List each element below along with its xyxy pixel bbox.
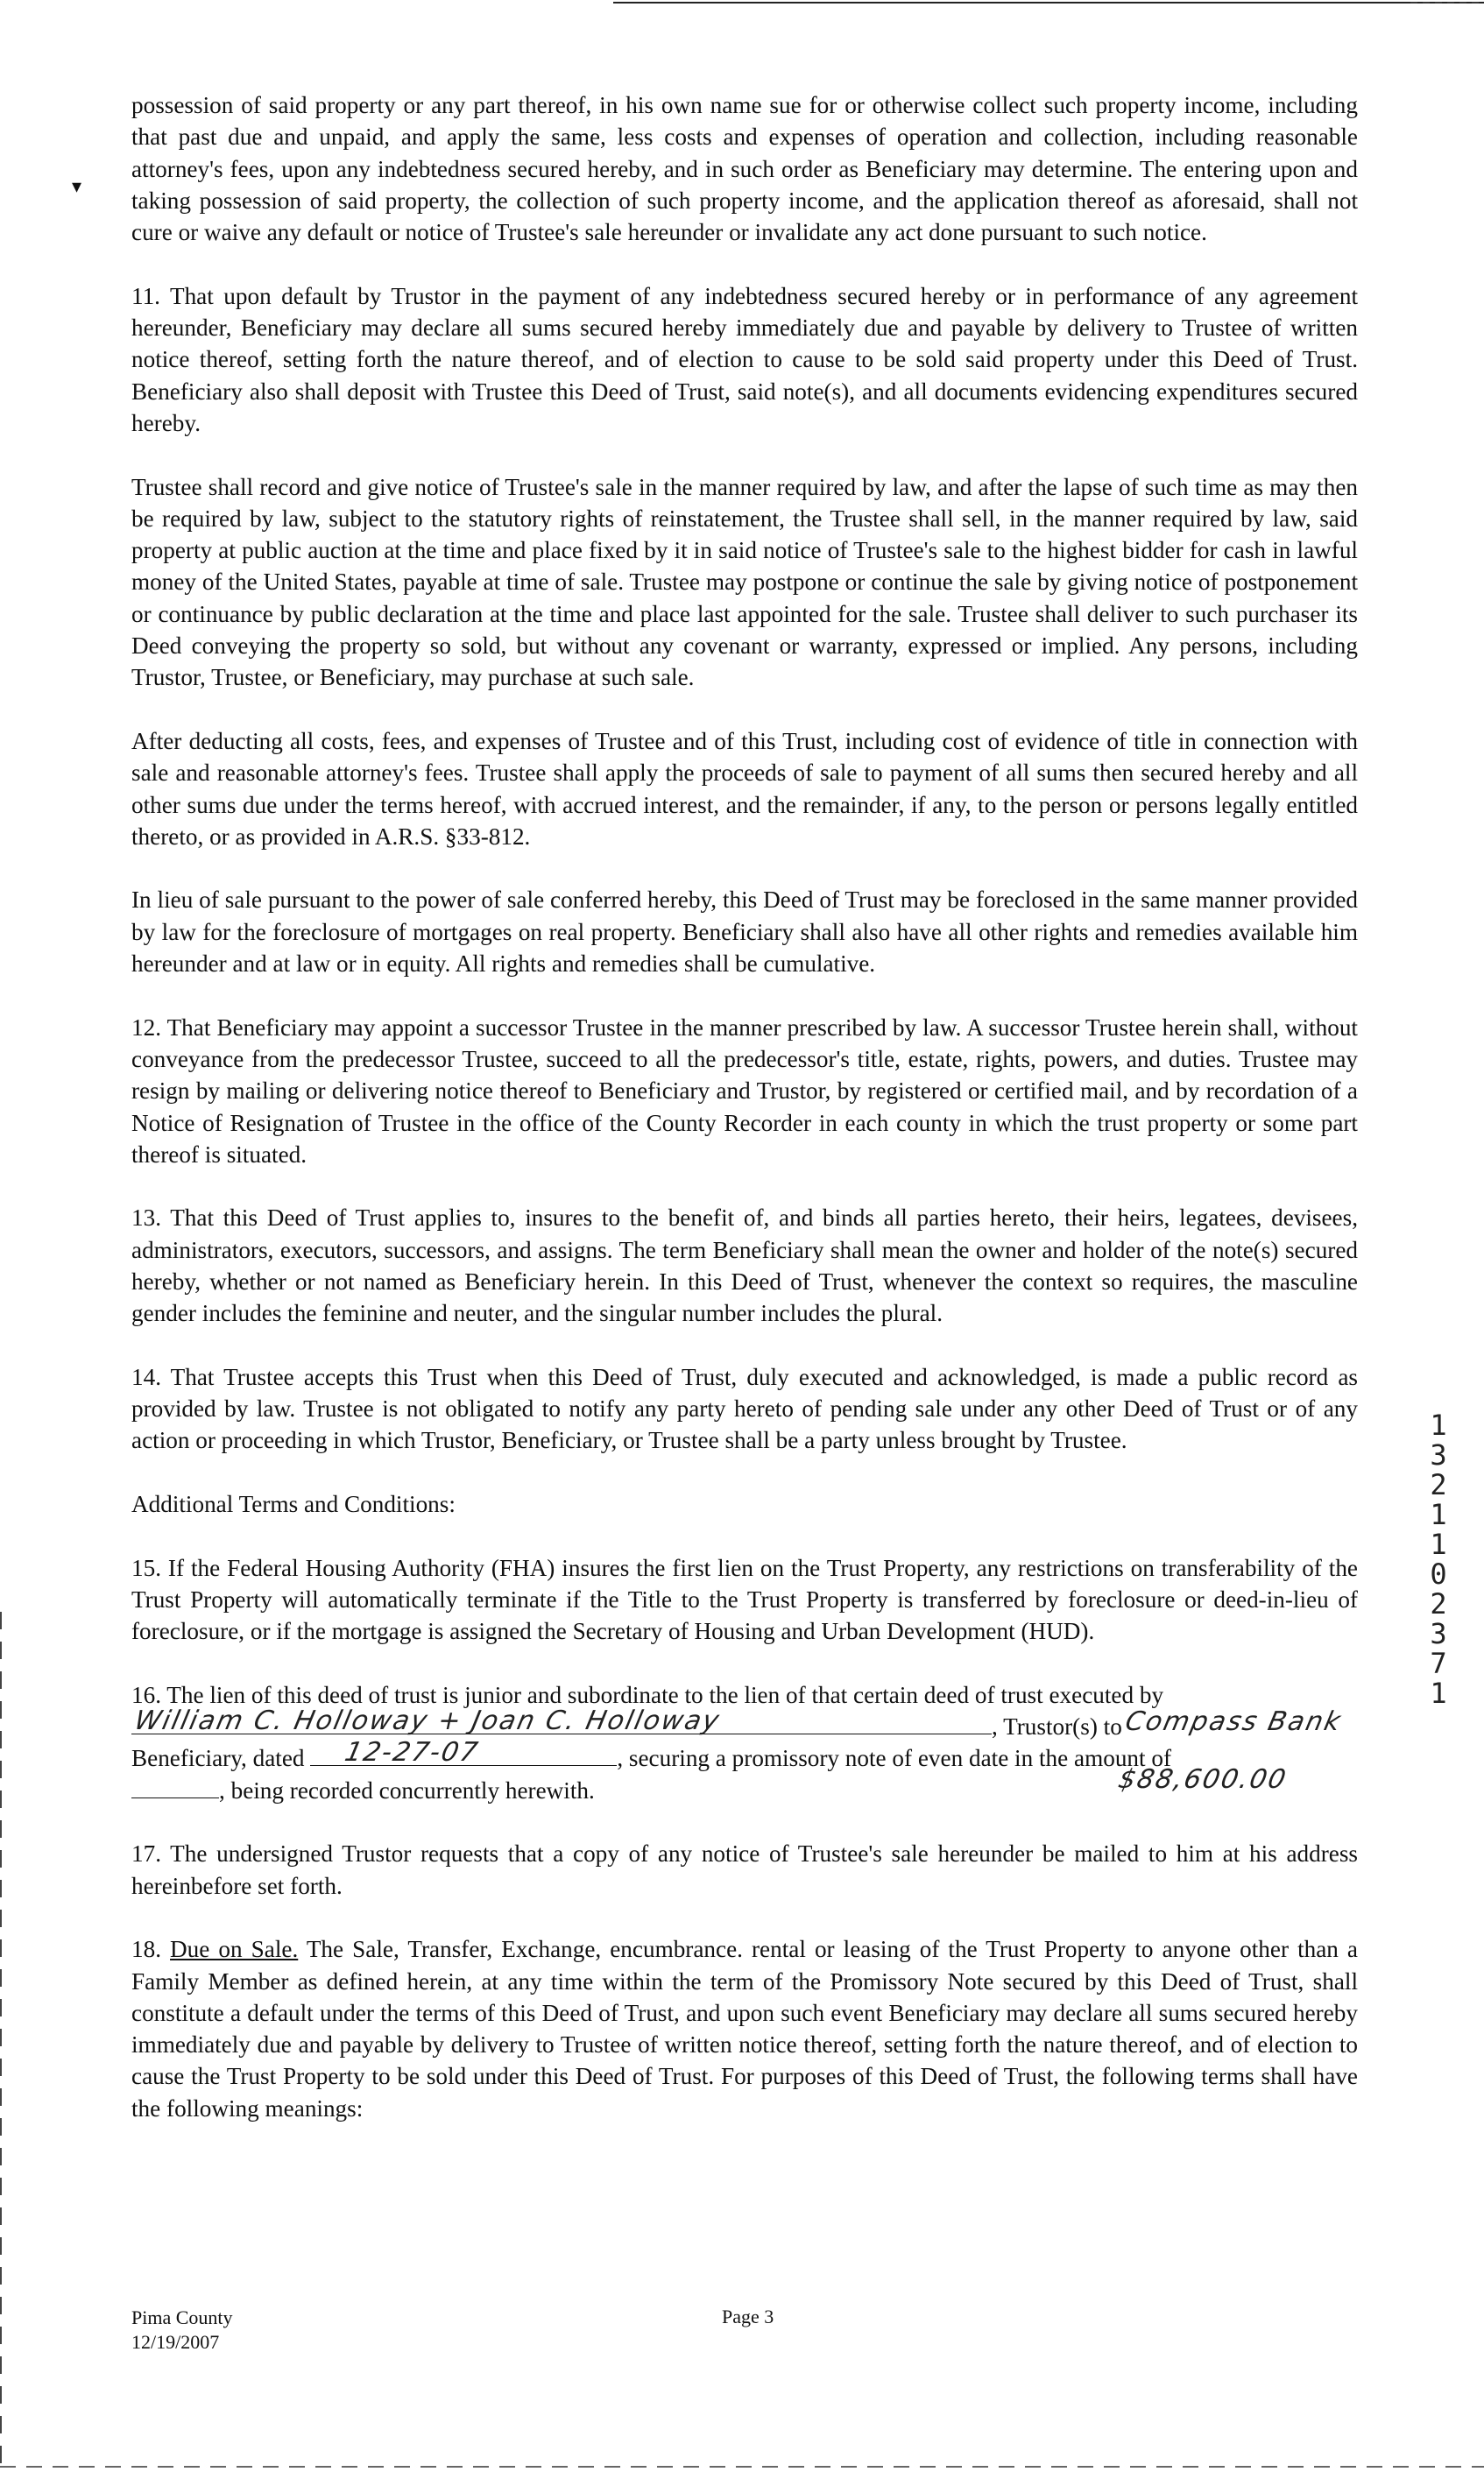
footer-left bbox=[131, 2306, 233, 2355]
amount-handwriting: $88,600.00 bbox=[1115, 1764, 1290, 1796]
stray-mark: ▾ bbox=[72, 175, 82, 197]
recorded-text: , being recorded concurrently herewith. bbox=[219, 1776, 595, 1804]
paragraph-15: 15. If the Federal Housing Authority (FHA) insures the first lien on the Trust Property, any restrictions on transferability of the Trust Property will automatically terminate if the Title to the Trust Property is transferred by foreclosure or deed-in-lieu of foreclosure, or if the mortgage is assigned the Secretary of Housing and Urban Development (HUD). bbox=[131, 1554, 1358, 1645]
p18-title: Due on Sale. bbox=[170, 1936, 299, 1963]
beneficiary-field bbox=[1122, 1706, 1345, 1737]
recording-digit: 1 bbox=[1430, 1498, 1447, 1531]
recording-digit: 3 bbox=[1430, 1617, 1447, 1650]
paragraph-11-proceeds: After deducting all costs, fees, and expenses of Trustee and of this Trust, including cost of evidence of title in connection with sale and reasonable attorney's fees. Trustee shall apply the proceeds of sale to payment of all sums then secured hereby and all other sums due under the terms hereof, with accrued interest, and the remainder, if any, to the person or persons legally entitled thereto, or as provided in A.R.S. §33-812. bbox=[131, 727, 1358, 850]
additional-terms-heading: Additional Terms and Conditions: bbox=[131, 1491, 456, 1518]
recording-digit: 1 bbox=[1430, 1409, 1447, 1442]
paragraph-11-sale: Trustee shall record and give notice of Trustee's sale in the manner required by law, and after the lapse of such time as may then be required by law, subject to the statutory rights of reinstatement, the Trustee shall sell, in the manner required by law, said property at public auction at the time and place fixed by it in said notice of Trustee's sale to the highest bidder for cash in lawful money of the United States, payable at time of sale. Trustee may postpone or continue the sale by giving notice of postponement or continuance by public declaration at the time and place last appointed for the sale. Trustee shall deliver to such purchaser its Deed conveying the property so sold, but without any covenant or warranty, expressed or implied. Any persons, including Trustor, Trustee, or Beneficiary, may purchase at such sale. bbox=[131, 473, 1358, 691]
recording-digit: 0 bbox=[1430, 1557, 1447, 1591]
footer-county: Pima County bbox=[131, 2306, 233, 2328]
trustors-handwriting: William C. Holloway + Joan C. Holloway bbox=[131, 1705, 724, 1736]
footer-page-number: Page 3 bbox=[722, 2306, 774, 2327]
scan-edge-bottom bbox=[0, 2466, 1484, 2468]
paragraph-12: 12. That Beneficiary may appoint a successor Trustee in the manner prescribed by law. A successor Trustee herein shall, without conveyance from the predecessor Trustee, succeed to all the predecessor's title, estate, rights, powers, and duties. Trustee may resign by mailing or delivering notice thereof to Beneficiary and Trustor, by registered or certified mail, and by recordation of a Notice of Resignation of Trustee in the office of the County Recorder in each county in which the trust property or some part thereof is situated. bbox=[131, 1014, 1358, 1168]
paragraph-10-continued: possession of said property or any part thereof, in his own name sue for or otherwise collect such property income, including that past due and unpaid, and apply the same, less costs and expenses of operation and collection, including reasonable attorney's fees, upon any indebtedness secured hereby, and in such order as Beneficiary may determine. The entering upon and taking possession of said property, the collection of such property income, and the application thereof as aforesaid, shall not cure or waive any default or notice of Trustee's sale hereunder or invalidate any act done pursuant to such notice. bbox=[131, 92, 1358, 246]
beneficiary-handwriting: Compass Bank bbox=[1122, 1706, 1345, 1737]
recording-number-vertical bbox=[1424, 1410, 1453, 1708]
paragraph-16 bbox=[131, 1679, 1358, 1806]
paragraph-11: 11. That upon default by Trustor in the payment of any indebtedness secured hereby or in performance of any agreement hereunder, Beneficiary may declare all sums secured hereby immediately due and payable by delivery to Trustee of written notice thereof, setting forth the nature thereof, and of election to cause to be sold said property under this Deed of Trust. Beneficiary also shall deposit with Trustee this Deed of Trust, said note(s), and all documents evidencing expenditures secured hereby. bbox=[131, 282, 1358, 436]
recording-digit: 1 bbox=[1430, 1677, 1447, 1710]
recording-digit: 2 bbox=[1430, 1587, 1447, 1621]
paragraph-14: 14. That Trustee accepts this Trust when this Deed of Trust, duly executed and acknowledged, is made a public record as provided by law. Trustee is not obligated to notify any party hereto of pending sale under any other Deed of Trust or of any action or proceeding in which Trustor, Beneficiary, or Trustee shall be a party unless brought by Trustee. bbox=[131, 1363, 1358, 1454]
footer-date: 12/19/2007 bbox=[131, 2331, 220, 2353]
amount-blank bbox=[131, 1775, 219, 1798]
date-handwriting: 12-27-07 bbox=[342, 1737, 483, 1769]
amount-field bbox=[1115, 1743, 1290, 1796]
p18-number: 18. bbox=[131, 1936, 161, 1963]
scan-edge-top-dashed bbox=[1410, 2, 1484, 4]
p16-intro: 16. The lien of this deed of trust is junior and subordinate to the lien of that certain deed of trust executed by bbox=[131, 1681, 1164, 1708]
scan-edge-left bbox=[0, 1612, 2, 2472]
trustors-field bbox=[131, 1705, 992, 1736]
beneficiary-dated-label: Beneficiary, dated bbox=[131, 1745, 305, 1772]
trustors-label: , Trustor(s) to bbox=[992, 1713, 1122, 1741]
document-body bbox=[131, 89, 1358, 2124]
paragraph-13: 13. That this Deed of Trust applies to, insures to the benefit of, and binds all parties hereto, their heirs, legatees, devisees, administrators, executors, successors, and assigns. The term Beneficiary shall mean the owner and holder of the note(s) secured hereby, whether or not named as Beneficiary herein. In this Deed of Trust, whenever the context so requires, the masculine gender includes the feminine and neuter, and the singular number includes the plural. bbox=[131, 1204, 1358, 1327]
paragraph-18 bbox=[131, 1933, 1358, 2124]
securing-text: , securing a promissory note of even date in the amount of bbox=[617, 1745, 1172, 1772]
date-field bbox=[310, 1737, 617, 1769]
paragraph-11-foreclosure: In lieu of sale pursuant to the power of sale conferred hereby, this Deed of Trust may be foreclosed in the same manner provided by law for the foreclosure of mortgages on real property. Beneficiary shall also have all other rights and remedies available him hereunder and at law or in equity. All rights and remedies shall be cumulative. bbox=[131, 886, 1358, 978]
recording-digit: 2 bbox=[1430, 1468, 1447, 1501]
paragraph-17: 17. The undersigned Trustor requests that a copy of any notice of Trustee's sale hereunder be mailed to him at his address hereinbefore set forth. bbox=[131, 1840, 1358, 1899]
recording-digit: 3 bbox=[1430, 1438, 1447, 1472]
scan-edge-top bbox=[613, 2, 1484, 4]
recording-digit: 7 bbox=[1430, 1647, 1447, 1680]
p18-body: The Sale, Transfer, Exchange, encumbrance. rental or leasing of the Trust Property to anyone other than a Family Member as defined herein, at any time within the term of the Promissory Note secured by this Deed of Trust, shall constitute a default under the terms of this Deed of Trust, and upon such event Beneficiary may declare all sums secured hereby immediately due and payable by delivery to Trustee of written notice thereof, setting forth the nature thereof, and of election to cause the Trust Property to be sold under this Deed of Trust. For purposes of this Deed of Trust, the following terms shall have the following meanings: bbox=[131, 1936, 1358, 2122]
recording-digit: 1 bbox=[1430, 1528, 1447, 1561]
